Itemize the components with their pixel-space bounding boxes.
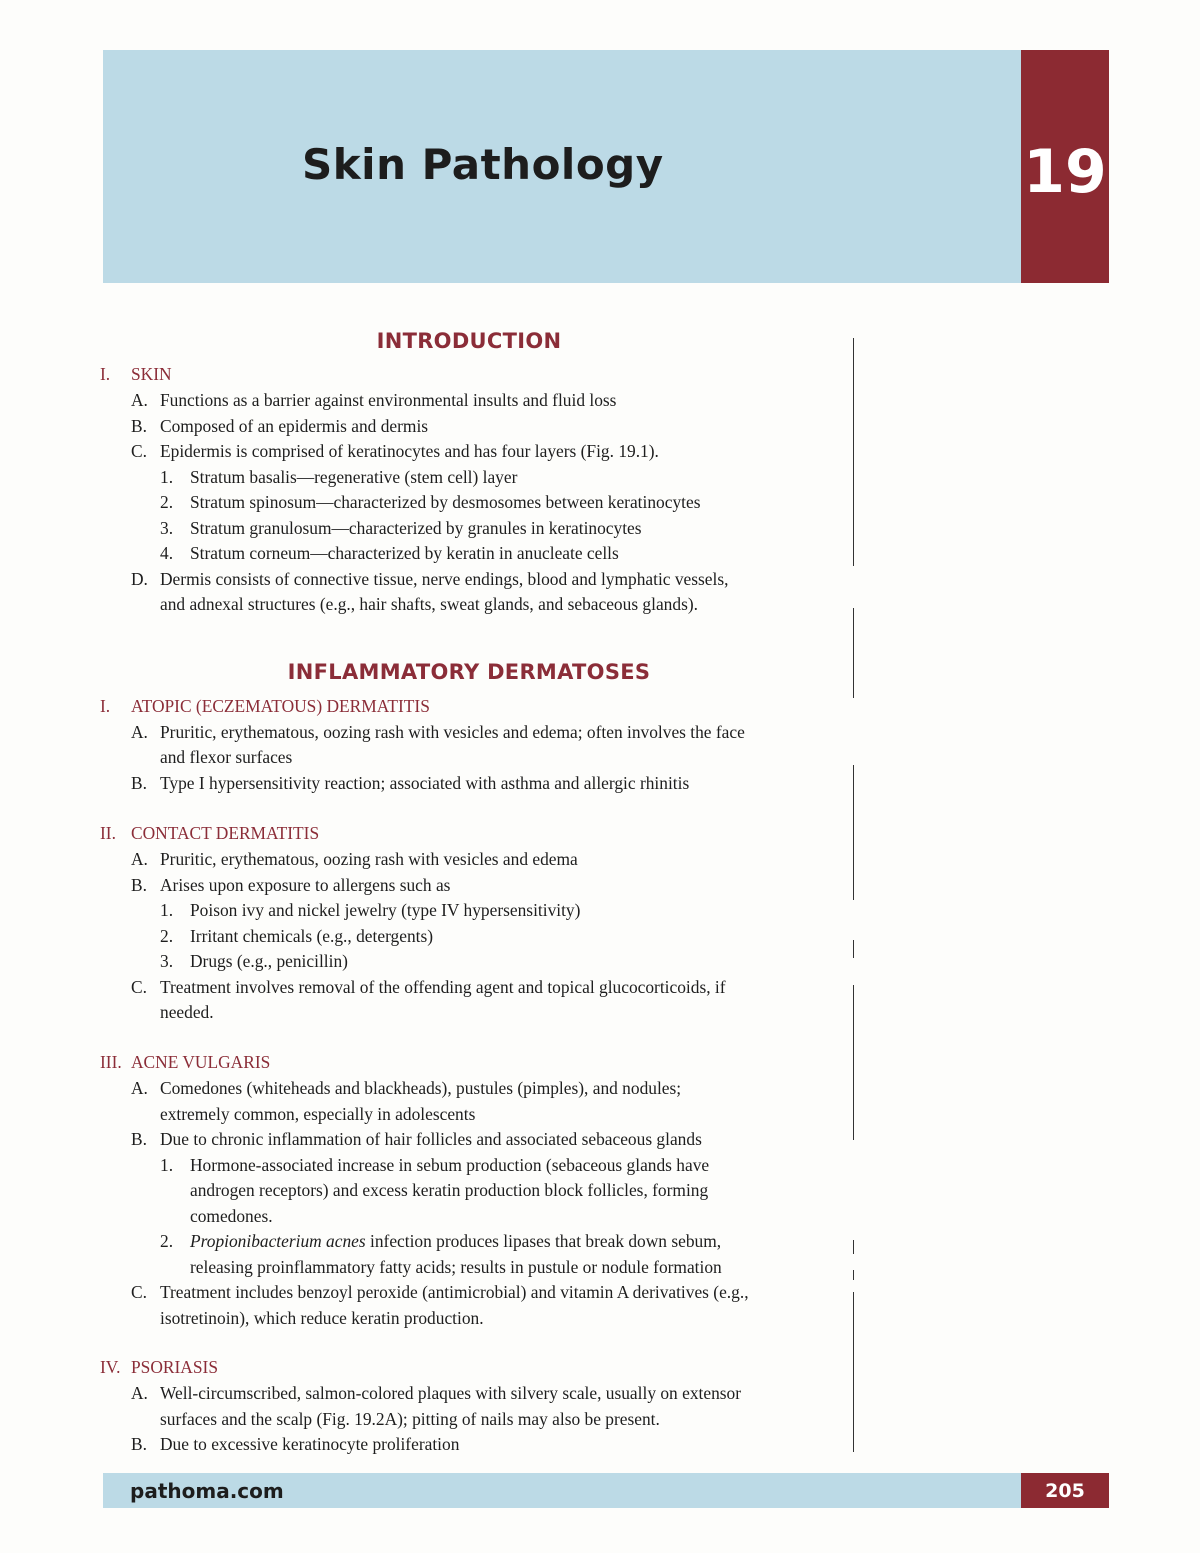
margin-change-bar: [853, 1270, 854, 1280]
subitem-text: Stratum granulosum—characterized by granules in keratinocytes: [190, 518, 642, 538]
item-label: B.: [131, 875, 147, 895]
margin-change-bar: [853, 940, 854, 958]
section-heading-inflammatory-dermatoses: INFLAMMATORY DERMATOSES: [287, 660, 651, 684]
topic-numeral: IV.: [100, 1357, 121, 1377]
subitem-text: Stratum spinosum—characterized by desmosomes between keratinocytes: [190, 492, 701, 512]
item-label: A.: [131, 1383, 148, 1403]
item-text: Comedones (whiteheads and blackheads), pustules (pimples), and nodules;: [160, 1078, 682, 1098]
subitem-text: Drugs (e.g., penicillin): [190, 951, 348, 971]
subitem-label: 2.: [160, 926, 174, 946]
margin-change-bar: [853, 985, 854, 1140]
subitem-text: Stratum basalis—regenerative (stem cell) layer: [190, 467, 518, 487]
item-text: Due to excessive keratinocyte proliferation: [160, 1434, 460, 1454]
item-label: A.: [131, 722, 148, 742]
topic-numeral: III.: [100, 1052, 122, 1072]
subitem-text: [190, 1230, 721, 1252]
item-text: Arises upon exposure to allergens such as: [160, 875, 451, 895]
item-text: Composed of an epidermis and dermis: [160, 416, 429, 436]
item-label: C.: [131, 1282, 147, 1302]
subitem-label: 2.: [160, 1231, 174, 1251]
item-label: B.: [131, 416, 147, 436]
margin-change-bar: [853, 608, 854, 698]
margin-change-bar: [853, 1240, 854, 1254]
item-text: Treatment involves removal of the offending agent and topical glucocorticoids, if: [160, 977, 726, 997]
item-label: B.: [131, 1129, 147, 1149]
subitem-label: 1.: [160, 900, 174, 920]
item-label: B.: [131, 1434, 147, 1454]
subitem-text: Hormone-associated increase in sebum production (sebaceous glands have: [190, 1155, 710, 1175]
topic-numeral: I.: [100, 364, 111, 384]
topic-title-skin: SKIN: [131, 364, 172, 384]
margin-change-bar: [853, 338, 854, 566]
item-text: surfaces and the scalp (Fig. 19.2A); pitting of nails may also be present.: [160, 1409, 660, 1429]
item-text: isotretinoin), which reduce keratin production.: [160, 1308, 484, 1328]
item-text: Dermis consists of connective tissue, nerve endings, blood and lymphatic vessels,: [160, 569, 729, 589]
topic-title-contact-dermatitis: CONTACT DERMATITIS: [131, 823, 320, 843]
item-text: Pruritic, erythematous, oozing rash with vesicles and edema; often involves the face: [160, 722, 745, 742]
item-text: Epidermis is comprised of keratinocytes and has four layers (Fig. 19.1).: [160, 441, 659, 461]
item-label: C.: [131, 977, 147, 997]
item-label: A.: [131, 849, 148, 869]
footer-site: pathoma.com: [130, 1479, 284, 1503]
subitem-text-continued: infection produces lipases that break down sebum,: [365, 1231, 722, 1251]
subitem-text: Poison ivy and nickel jewelry (type IV hypersensitivity): [190, 900, 581, 920]
subitem-label: 4.: [160, 543, 174, 563]
subitem-text: comedones.: [190, 1206, 273, 1226]
topic-numeral: I.: [100, 696, 111, 716]
subitem-label: 3.: [160, 951, 174, 971]
margin-change-bar: [853, 765, 854, 900]
chapter-number: 19: [1023, 137, 1107, 207]
topic-numeral: II.: [100, 823, 116, 843]
subitem-text: releasing proinflammatory fatty acids; results in pustule or nodule formation: [190, 1257, 722, 1277]
item-text: Well-circumscribed, salmon-colored plaques with silvery scale, usually on extensor: [160, 1383, 742, 1403]
item-label: B.: [131, 773, 147, 793]
item-text: and flexor surfaces: [160, 747, 293, 767]
item-label: A.: [131, 390, 148, 410]
subitem-label: 1.: [160, 1155, 174, 1175]
section-heading-introduction: INTRODUCTION: [376, 329, 562, 353]
item-text: needed.: [160, 1002, 214, 1022]
item-label: A.: [131, 1078, 148, 1098]
item-text: Treatment includes benzoyl peroxide (antimicrobial) and vitamin A derivatives (e.g.,: [160, 1282, 749, 1302]
item-label: D.: [131, 569, 148, 589]
page-number: 205: [1045, 1480, 1085, 1502]
chapter-title: Skin Pathology: [302, 140, 664, 189]
subitem-label: 1.: [160, 467, 174, 487]
item-text: Type I hypersensitivity reaction; associated with asthma and allergic rhinitis: [160, 773, 690, 793]
topic-title-psoriasis: PSORIASIS: [131, 1357, 218, 1377]
item-text: and adnexal structures (e.g., hair shafts, sweat glands, and sebaceous glands).: [160, 594, 698, 614]
subitem-text: androgen receptors) and excess keratin production block follicles, forming: [190, 1180, 709, 1200]
subitem-label: 2.: [160, 492, 174, 512]
subitem-text: Irritant chemicals (e.g., detergents): [190, 926, 434, 946]
subitem-label: 3.: [160, 518, 174, 538]
item-text: Functions as a barrier against environmental insults and fluid loss: [160, 390, 617, 410]
item-label: C.: [131, 441, 147, 461]
topic-title-atopic-dermatitis: ATOPIC (ECZEMATOUS) DERMATITIS: [131, 696, 430, 716]
item-text: Pruritic, erythematous, oozing rash with vesicles and edema: [160, 849, 578, 869]
organism-name: Propionibacterium acnes: [190, 1231, 366, 1251]
topic-title-acne-vulgaris: ACNE VULGARIS: [131, 1052, 271, 1072]
margin-change-bar: [853, 1292, 854, 1452]
item-text: Due to chronic inflammation of hair follicles and associated sebaceous glands: [160, 1129, 702, 1149]
item-text: extremely common, especially in adolescents: [160, 1104, 476, 1124]
subitem-text: Stratum corneum—characterized by keratin in anucleate cells: [190, 543, 619, 563]
